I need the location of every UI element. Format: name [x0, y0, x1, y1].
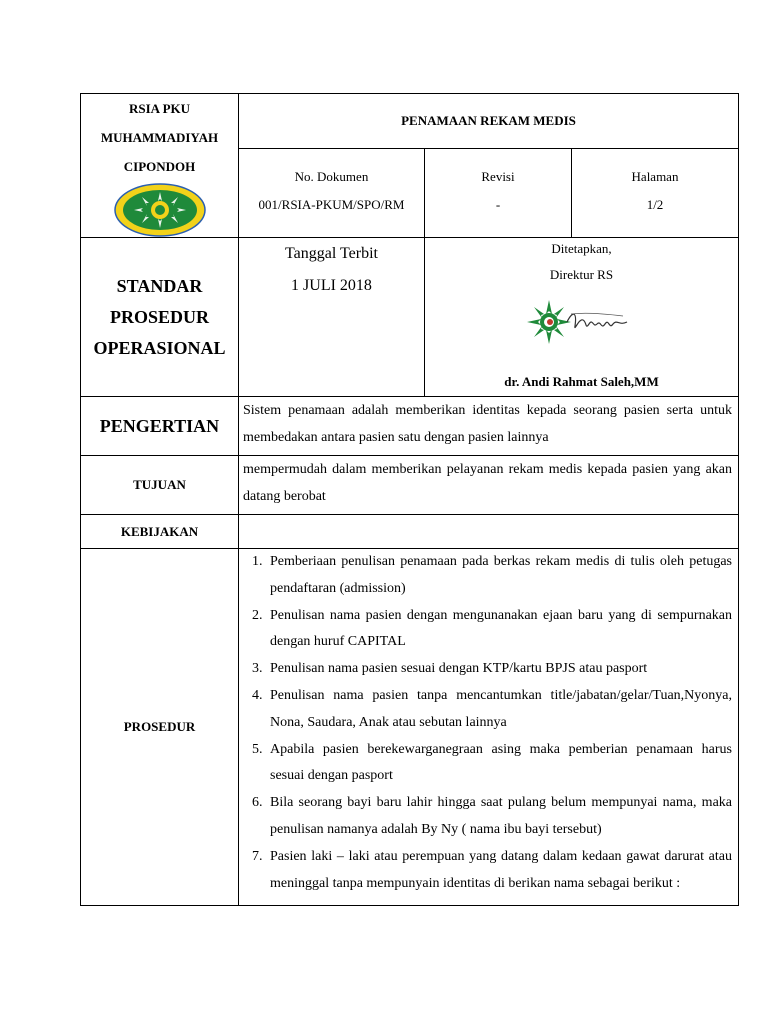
hospital-name-line-2: MUHAMMADIYAH [100, 130, 219, 145]
approved-label: Ditetapkan, [551, 241, 612, 256]
approval-cell [425, 238, 739, 397]
sop-line-3: OPERASIONAL [93, 337, 226, 358]
tujuan-label: TUJUAN [81, 456, 239, 515]
list-item: 4. Penulisan nama pasien tanpa mencantumkan title/jabatan/gelar/Tuan,Nyonya, Nona, Saudara, Anak atau sebutan lainnya [266, 683, 732, 737]
sop-table [80, 93, 739, 906]
list-item: 6. Bila seorang bayi baru lahir hingga saat pulang belum mempunyai nama, maka penulisan namanya adalah By Ny ( nama ibu bayi tersebut) [266, 790, 732, 844]
sop-line-1: STANDAR [116, 275, 203, 296]
list-item: 1. Pemberiaan penulisan penamaan pada berkas rekam medis di tulis oleh petugas pendaftaran (admission) [266, 549, 732, 603]
sop-line-2: PROSEDUR [109, 306, 209, 327]
tujuan-text: mempermudah dalam memberikan pelayanan rekam medis kepada pasien yang akan datang berobat [239, 456, 739, 515]
page-cell [572, 149, 739, 238]
prosedur-label: PROSEDUR [81, 549, 239, 906]
list-item: 7. Pasien laki – laki atau perempuan yang datang dalam kedaan gawat darurat atau meninggal tanpa mempunyain identitas di berikan nama sebagai berikut : [266, 844, 732, 898]
muhammadiyah-logo-icon [114, 183, 206, 237]
sop-document [80, 93, 738, 906]
issue-date-value: 1 JULI 2018 [291, 277, 372, 294]
page-label: Halaman [631, 169, 679, 185]
sop-heading-cell [81, 238, 239, 397]
kebijakan-text [239, 515, 739, 549]
issue-date-cell [239, 238, 425, 397]
list-item: 5. Apabila pasien berekewarganegraan asing maka pemberian penamaan harus sesuai dengan pasport [266, 737, 732, 791]
signature-icon [527, 292, 637, 352]
revision-label: Revisi [481, 169, 515, 185]
revision-cell [425, 149, 572, 238]
approver-title: Direktur RS [549, 267, 614, 282]
doc-number-value: 001/RSIA-PKUM/SPO/RM [258, 197, 405, 213]
pengertian-text: Sistem penamaan adalah memberikan identitas kepada seorang pasien serta untuk membedakan antara pasien satu dengan pasien lainnya [239, 397, 739, 456]
hospital-name-line-3: CIPONDOH [123, 159, 196, 174]
revision-value: - [495, 197, 501, 213]
document-title: PENAMAAN REKAM MEDIS [239, 94, 739, 149]
hospital-cell [81, 94, 239, 238]
list-item: 2. Penulisan nama pasien dengan mengunanakan ejaan baru yang di sempurnakan dengan huruf CAPITAL [266, 603, 732, 657]
prosedur-list-cell [239, 549, 739, 906]
issue-date-label: Tanggal Terbit [285, 245, 378, 262]
page-value: 1/2 [646, 197, 664, 213]
prosedur-list [239, 549, 738, 905]
doc-number-label: No. Dokumen [294, 169, 369, 185]
kebijakan-label: KEBIJAKAN [81, 515, 239, 549]
approver-name: dr. Andi Rahmat Saleh,MM [504, 374, 659, 389]
list-item: 3. Penulisan nama pasien sesuai dengan KTP/kartu BPJS atau pasport [266, 656, 732, 683]
pengertian-label: PENGERTIAN [81, 397, 239, 456]
hospital-name-line-1: RSIA PKU [128, 101, 191, 116]
doc-number-cell [239, 149, 425, 238]
